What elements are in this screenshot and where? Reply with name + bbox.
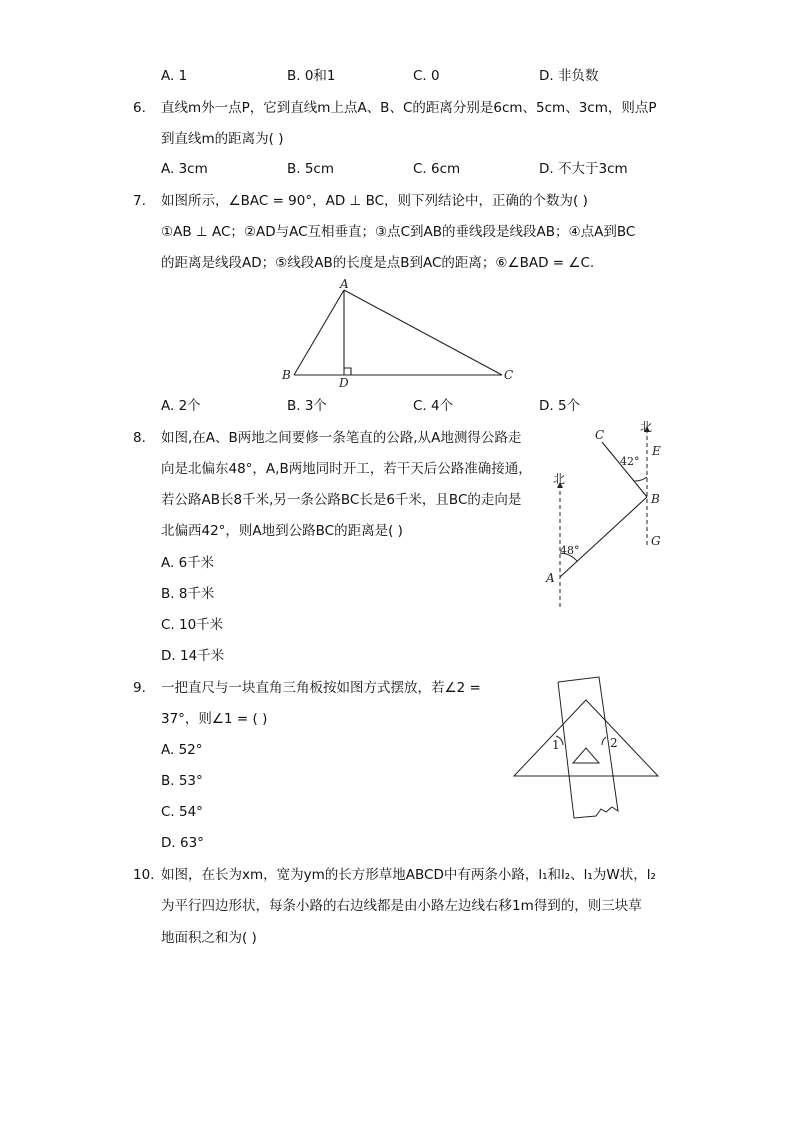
q7-stem-line3: 的距离是线段AD；⑤线段AB的长度是点B到AC的距离；⑥∠BAD = ∠C. (161, 255, 595, 271)
q8-angle-arc-42 (634, 477, 647, 481)
q9-stem-line1: 一把直尺与一块直角三角板按如图方式摆放，若∠2 = (161, 680, 481, 696)
q6-option-d: D. 不大于3cm (539, 161, 628, 177)
q6-option-b: B. 5cm (287, 161, 335, 177)
q9-option-a: A. 52° (161, 742, 203, 758)
q7-option-d: D. 5个 (539, 398, 581, 414)
q6-number: 6. (133, 100, 146, 116)
q8-angle-42-label: 42° (620, 455, 640, 468)
q9-angle-1-label: 1 (552, 738, 560, 752)
q8-stem-line1: 如图,在A、B两地之间要修一条笔直的公路,从A地测得公路走 (161, 430, 522, 446)
q8-label-north-b: 北 (640, 420, 653, 434)
q9-angle-2-label: 2 (610, 736, 618, 750)
q9-option-c: C. 54° (161, 804, 203, 820)
q7-stem-line2: ①AB ⊥ AC；②AD与AC互相垂直；③点C到AB的垂线段是线段AB；④点A到BC (161, 224, 636, 240)
q6-stem-line1: 直线m外一点P，它到直线m上点A、B、C的距离分别是6cm、5cm、3cm，则点P (161, 100, 657, 116)
q5-option-b: B. 0和1 (287, 68, 336, 84)
q8-label-c: C (595, 428, 605, 442)
q6-option-a: A. 3cm (161, 161, 208, 177)
q8-label-north-a: 北 (553, 472, 566, 486)
q7-label-c: C (504, 368, 514, 382)
q6-stem-line2: 到直线m的距离为( ) (161, 131, 284, 147)
q9-set-square (514, 700, 658, 776)
q8-angle-48-label: 48° (560, 544, 580, 557)
q7-segment-ac (344, 290, 502, 375)
q8-stem-line2: 向是北偏东48°，A,B两地同时开工，若干天后公路准确接通， (161, 461, 532, 477)
q10-stem-line1: 如图，在长为xm，宽为ym的长方形草地ABCD中有两条小路，l₁和l₂、l₁为W状，l₂ (161, 867, 656, 883)
q7-label-a: A (340, 278, 349, 291)
q8-option-b: B. 8千米 (161, 586, 215, 602)
q7-number: 7. (133, 193, 146, 209)
q7-stem-line1: 如图所示，∠BAC = 90°，AD ⊥ BC，则下列结论中，正确的个数为( ) (161, 193, 588, 209)
q5-option-c: C. 0 (413, 68, 440, 84)
q8-stem-line3: 若公路AB长8千米,另一条公路BC长是6千米，且BC的走向是 (161, 492, 522, 508)
q8-label-b: B (651, 492, 660, 506)
q7-option-a: A. 2个 (161, 398, 201, 414)
q7-right-angle-mark (344, 368, 351, 375)
q8-bearing-figure (540, 415, 670, 615)
q6-option-c: C. 6cm (413, 161, 461, 177)
q8-option-d: D. 14千米 (161, 648, 225, 664)
q10-stem-line3: 地面积之和为( ) (161, 930, 257, 946)
q7-option-b: B. 3个 (287, 398, 327, 414)
q8-road-ab (560, 497, 647, 577)
q8-option-a: A. 6千米 (161, 555, 215, 571)
q7-option-c: C. 4个 (413, 398, 454, 414)
q8-stem-line4: 北偏西42°，则A地到公路BC的距离是( ) (161, 523, 403, 539)
q9-number: 9. (133, 680, 146, 696)
q10-stem-line2: 为平行四边形状，每条小路的右边线都是由小路左边线右移1m得到的，则三块草 (161, 898, 642, 914)
q5-option-a: A. 1 (161, 68, 188, 84)
q10-number: 10. (133, 867, 155, 883)
q7-label-d: D (339, 376, 349, 390)
q8-number: 8. (133, 430, 146, 446)
q8-label-a: A (546, 571, 555, 585)
q9-stem-line2: 37°，则∠1 = ( ) (161, 711, 268, 727)
q7-segment-ab (294, 290, 344, 375)
q8-option-c: C. 10千米 (161, 617, 224, 633)
q9-ruler-triangle-figure (508, 673, 663, 823)
q7-triangle-figure (270, 278, 530, 393)
q9-option-b: B. 53° (161, 773, 203, 789)
q7-label-b: B (282, 368, 291, 382)
q8-road-bc (602, 442, 647, 497)
q8-label-e: E (652, 444, 661, 458)
q5-option-d: D. 非负数 (539, 68, 599, 84)
q9-option-d: D. 63° (161, 835, 204, 851)
q8-label-g: G (651, 534, 661, 548)
